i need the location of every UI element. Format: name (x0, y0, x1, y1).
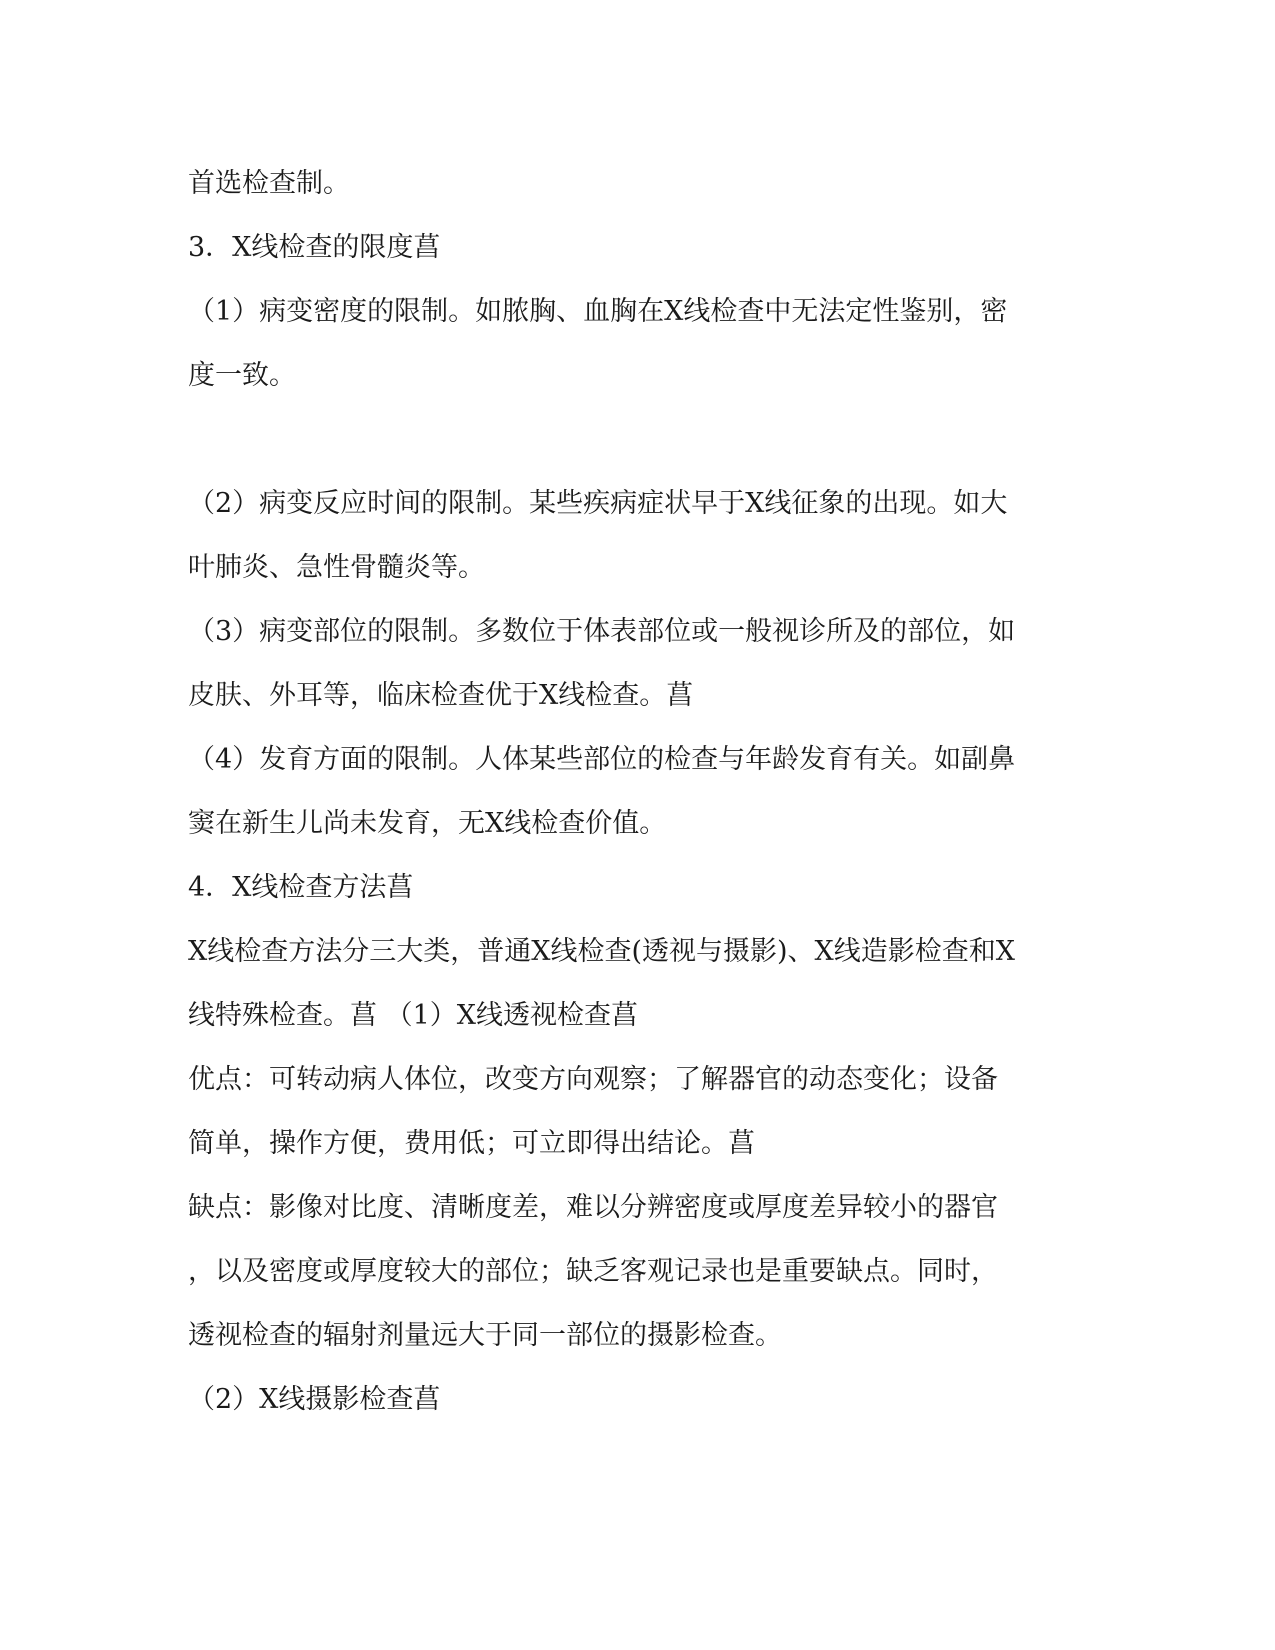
text-line: 首选检查制。 (188, 168, 350, 199)
text-line: X线检查方法分三大类，普通X线检查(透视与摄影)、X线造影检查和X (188, 936, 1015, 967)
text-line: 缺点：影像对比度、清晰度差，难以分辨密度或厚度差异较小的器官 (188, 1192, 998, 1223)
section-heading: 4．X线检查方法菖 (188, 872, 414, 903)
subsection-heading: （2）X线摄影检查菖 (188, 1384, 441, 1415)
text-line: 线特殊检查。菖 （1）X线透视检查菖 (188, 1000, 638, 1031)
text-line: （2）病变反应时间的限制。某些疾病症状早于X线征象的出现。如大 (188, 488, 1008, 519)
text-line: ，以及密度或厚度较大的部位；缺乏客观记录也是重要缺点。同时， (188, 1256, 998, 1287)
text-line: 窦在新生儿尚未发育，无X线检查价值。 (188, 808, 667, 839)
text-line: （1）病变密度的限制。如脓胸、血胸在X线检查中无法定性鉴别，密 (188, 296, 1008, 327)
section-heading: 3．X线检查的限度菖 (188, 232, 441, 263)
text-line: 优点：可转动病人体位，改变方向观察；了解器官的动态变化；设备 (188, 1064, 998, 1095)
text-line: 叶肺炎、急性骨髓炎等。 (188, 552, 485, 583)
text-line: 透视检查的辐射剂量远大于同一部位的摄影检查。 (188, 1320, 782, 1351)
text-line: （3）病变部位的限制。多数位于体表部位或一般视诊所及的部位，如 (188, 616, 1016, 647)
text-line: 度一致。 (188, 360, 296, 391)
text-line: 皮肤、外耳等，临床检查优于X线检查。菖 (188, 680, 694, 711)
text-line: （4）发育方面的限制。人体某些部位的检查与年龄发育有关。如副鼻 (188, 744, 1016, 775)
text-line: 简单，操作方便，费用低；可立即得出结论。菖 (188, 1128, 755, 1159)
